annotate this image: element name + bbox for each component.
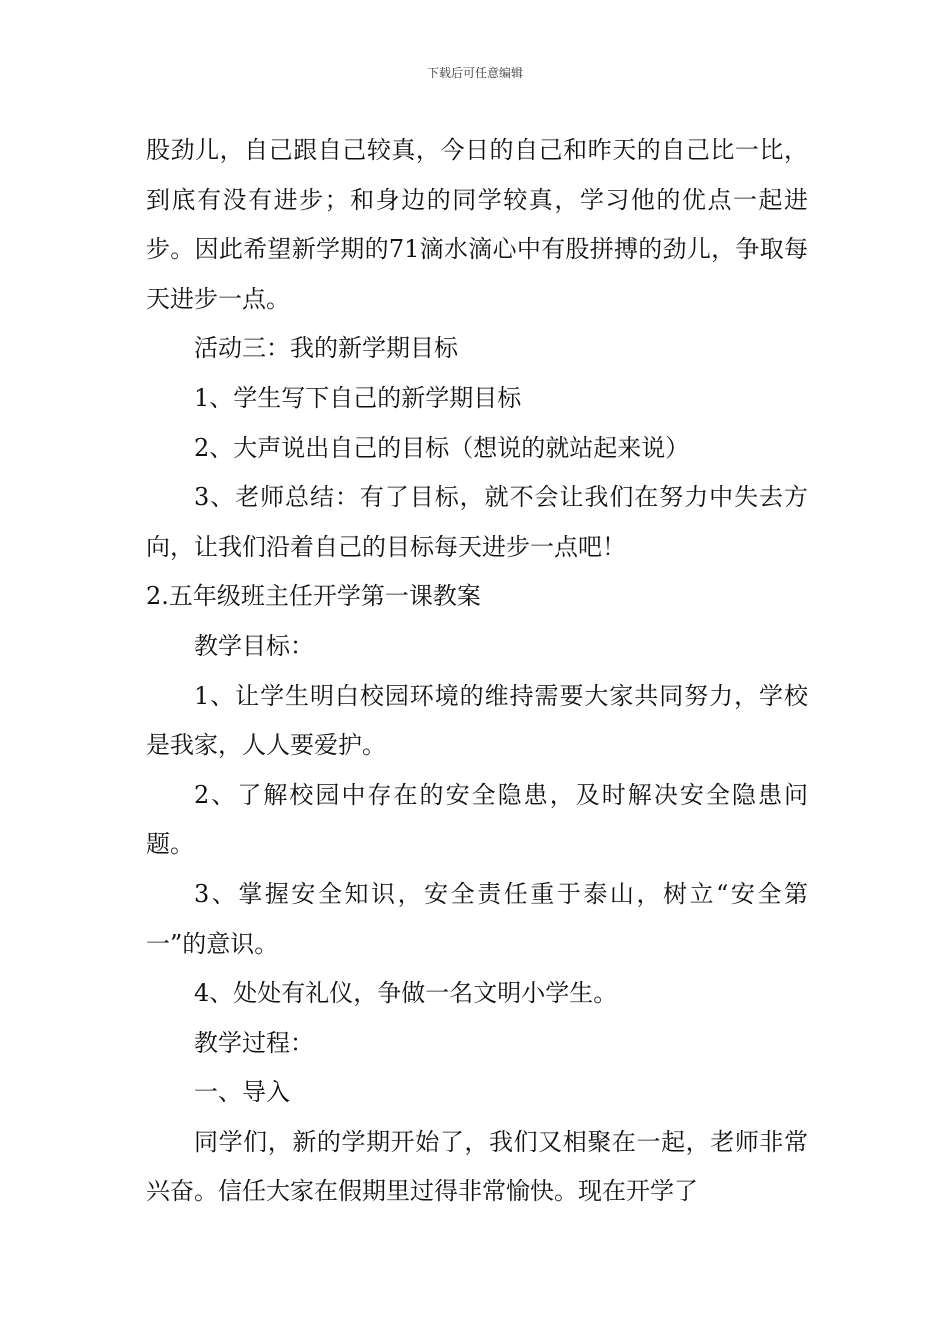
intro-paragraph: 同学们，新的学期开始了，我们又相聚在一起，老师非常兴奋。信任大家在假期里过得非常愉快。现在开学了 — [146, 1127, 808, 1206]
paragraph-continuation: 股劲儿，自己跟自己较真，今日的自己和昨天的自己比一比，到底有没有进步；和身边的同学较真，学习他的优点一起进步。因此希望新学期的71滴水滴心中有股拼搏的劲儿，争取每天进步一点。 — [146, 136, 808, 313]
document-body — [146, 126, 808, 1217]
goal-item-3: 3、掌握安全知识，安全责任重于泰山，树立“安全第一”的意识。 — [146, 879, 808, 958]
goal-item-4: 4、处处有礼仪，争做一名文明小学生。 — [194, 979, 618, 1008]
process-step-intro-heading: 一、导入 — [194, 1078, 290, 1107]
goal-item-1: 1、让学生明白校园环境的维持需要大家共同努力，学校是我家，人人要爱护。 — [146, 681, 808, 760]
activity-three-heading: 活动三：我的新学期目标 — [194, 334, 458, 363]
activity-step-1: 1、学生写下自己的新学期目标 — [194, 383, 522, 412]
activity-step-3: 3、老师总结：有了目标，就不会让我们在努力中失去方向，让我们沿着自己的目标每天进步一点吧！ — [146, 483, 808, 561]
page-header-note: 下载后可任意编辑 — [426, 66, 523, 80]
activity-step-2: 2、大声说出自己的目标（想说的就站起来说） — [194, 433, 690, 462]
goal-item-2: 2、了解校园中存在的安全隐患，及时解决安全隐患问题。 — [146, 780, 808, 859]
teaching-process-heading: 教学过程： — [194, 1028, 314, 1057]
teaching-goals-heading: 教学目标： — [194, 631, 314, 660]
section-title: 2.五年级班主任开学第一课教案 — [146, 582, 481, 611]
